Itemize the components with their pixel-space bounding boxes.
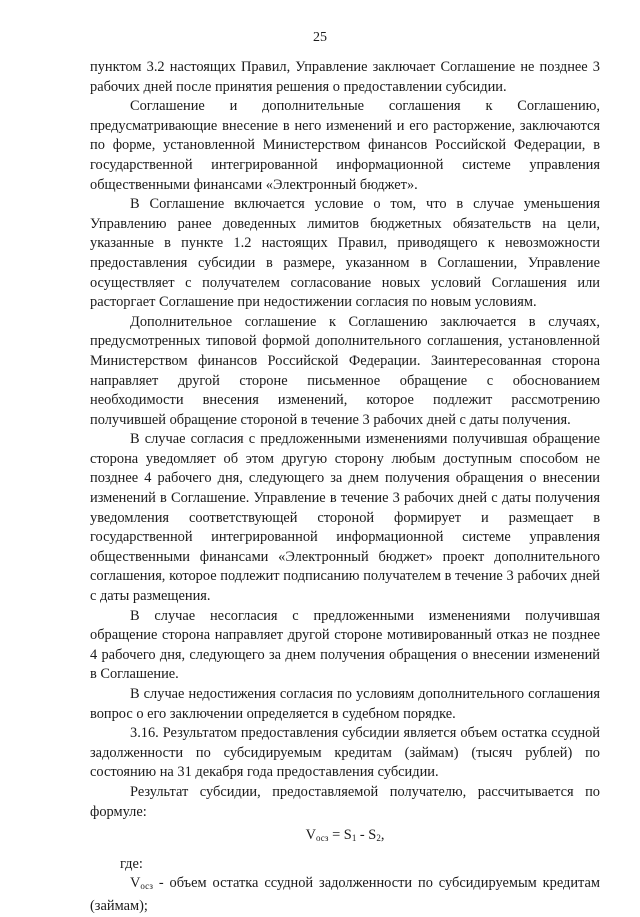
paragraph: 3.16. Результатом предоставления субсидии является объем остатка ссудной задолженности по субсидируемым кредитам (займам) (тысяч рублей) по состоянию на 31 декабря года предоставления субсидии. (90, 725, 600, 781)
paragraph: В Соглашение включается условие о том, что в случае уменьшения Управлению ранее доведенных лимитов бюджетных обязательств на цели, указанные в пункте 1.2 настоящих Правил, приводящего к невозможности предоставления субсидии в размере, указанном в Соглашении, Управление осуществляет с получателем согласование новых условий Соглашения или расторгает Соглашение при недостижении согласия по новым условиям. (90, 196, 600, 311)
formula (90, 826, 600, 849)
paragraph: Соглашение и дополнительные соглашения к Соглашению, предусматривающие внесение в него изменений и его расторжение, заключаются по форме, установленной Министерством финансов Российской Федерации, в государственной интегрированной информационной системе управления общественными финансами «Электронный бюджет». (90, 98, 600, 193)
paragraph: В случае несогласия с предложенными изменениями получившая обращение сторона направляет другой стороне мотивированный отказ не позднее 4 рабочего дня, следующего за днем получения обращения о внесении изменений в Соглашение. (90, 607, 600, 683)
where-label: где: (120, 855, 143, 872)
definition-symbol: V (130, 875, 141, 892)
formula-equals: = S (328, 827, 352, 844)
paragraph: В случае недостижения согласия по условиям дополнительного соглашения вопрос о его заключении определяется в судебном порядке. (90, 686, 600, 722)
paragraph: пунктом 3.2 настоящих Правил, Управление заключает Соглашение не позднее 3 рабочих дней после принятия решения о предоставлении субсидии. (90, 59, 600, 95)
definition (90, 874, 600, 916)
formula-minus: - S (356, 827, 377, 844)
formula-lhs: V (305, 827, 316, 844)
definition-symbol-subscript: осз (140, 881, 153, 892)
page-number: 25 (313, 30, 327, 45)
paragraph: Результат субсидии, предоставляемой получателю, рассчитывается по формуле: (90, 783, 600, 820)
paragraph: Дополнительное соглашение к Соглашению заключается в случаях, предусмотренных типовой формой дополнительного соглашения, установленной Министерством финансов Российской Федерации. Заинтересованная сторона направляет другой стороне письменное обращение с обоснованием необходимости внесения изменений, которое подлежит рассмотрению получившей обращение стороной в течение 3 рабочих дней с даты получения. (90, 313, 600, 428)
formula-tail: , (380, 827, 385, 844)
paragraph: В случае согласия с предложенными изменениями получившая обращение сторона уведомляет об этом другую сторону любым доступным способом не позднее 4 рабочего дня, следующего за днем получения обращения о внесении изменений в Соглашение. Управление в течение 3 рабочих дней с даты получения уведомления соответствующей стороной формирует и размещает в государственной интегрированной информационной системе управления общественными финансами «Электронный бюджет» проект дополнительного соглашения, которое подлежит подписанию получателем в течение 3 рабочих дней с даты размещения. (90, 431, 600, 605)
formula-s2-subscript: 2 (376, 833, 381, 844)
formula-lhs-subscript: осз (315, 833, 329, 844)
document-body (90, 58, 600, 917)
definition-text: - объем остатка ссудной задолженности по субсидируемым кредитам (займам); (90, 875, 600, 914)
formula-s1-subscript: 1 (351, 833, 357, 844)
